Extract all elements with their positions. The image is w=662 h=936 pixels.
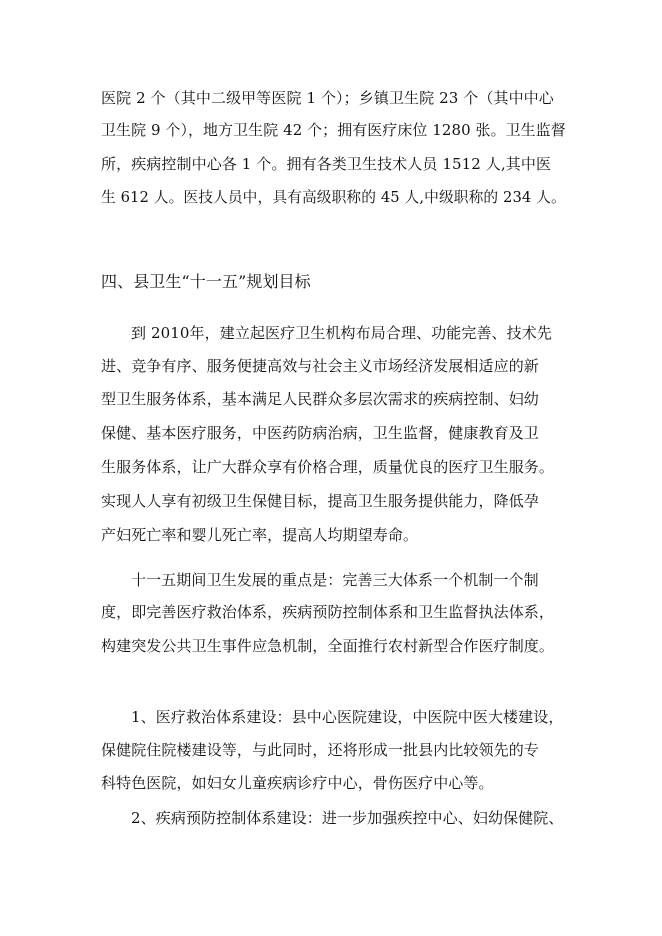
goal-paragraph-line: 进、竞争有序、服务便捷高效与社会主义市场经济发展相适应的新 [101,357,539,375]
intro-paragraph-line: 卫生院 9 个），地方卫生院 42 个；拥有医疗床位 1280 张。卫生监督 [101,121,566,139]
intro-paragraph-line: 所，疾病控制中心各 1 个。拥有各类卫生技术人员 1512 人,其中医 [101,155,552,173]
focus-paragraph-line: 十一五期间卫生发展的重点是：完善三大体系一个机制一个制 [131,571,539,589]
goal-paragraph-line: 到 2010年，建立起医疗卫生机构布局合理、功能完善、技术先 [131,324,552,342]
focus-paragraph-line: 构建突发公共卫生事件应急机制，全面推行农村新型合作医疗制度。 [101,637,555,655]
item-1-line: 保健院住院楼建设等，与此同时，还将形成一批县内比较领先的专 [101,741,539,759]
goal-paragraph-line: 生服务体系，让广大群众享有价格合理，质量优良的医疗卫生服务。 [101,458,555,476]
goal-paragraph-line: 实现人人享有初级卫生保健目标，提高卫生服务提供能力，降低孕 [101,492,539,510]
goal-paragraph-line: 型卫生服务体系，基本满足人民群众多层次需求的疾病控制、妇幼 [101,390,539,408]
item-1-line: 科特色医院，如妇女儿童疾病诊疗中心，骨伤医疗中心等。 [101,774,494,792]
section-heading: 四、县卫生“十一五”规划目标 [101,272,311,291]
intro-paragraph-line: 生 612 人。医技人员中，具有高级职称的 45 人,中级职称的 234 人。 [101,189,566,206]
focus-paragraph-line: 度，即完善医疗救治体系，疾病预防控制体系和卫生监督执法体系， [101,603,555,621]
goal-paragraph-line: 产妇死亡率和婴儿死亡率，提高人均期望寿命。 [101,526,419,544]
item-1-line: 1、医疗救治体系建设：县中心医院建设，中医院中医大楼建设， [131,708,564,726]
item-2-line: 2、疾病预防控制体系建设：进一步加强疾控中心、妇幼保健院、 [131,809,564,827]
goal-paragraph-line: 保健、基本医疗服务，中医药防病治病，卫生监督，健康教育及卫 [101,424,539,442]
intro-paragraph-line: 医院 2 个（其中二级甲等医院 1 个）；乡镇卫生院 23 个（其中中心 [101,89,554,107]
